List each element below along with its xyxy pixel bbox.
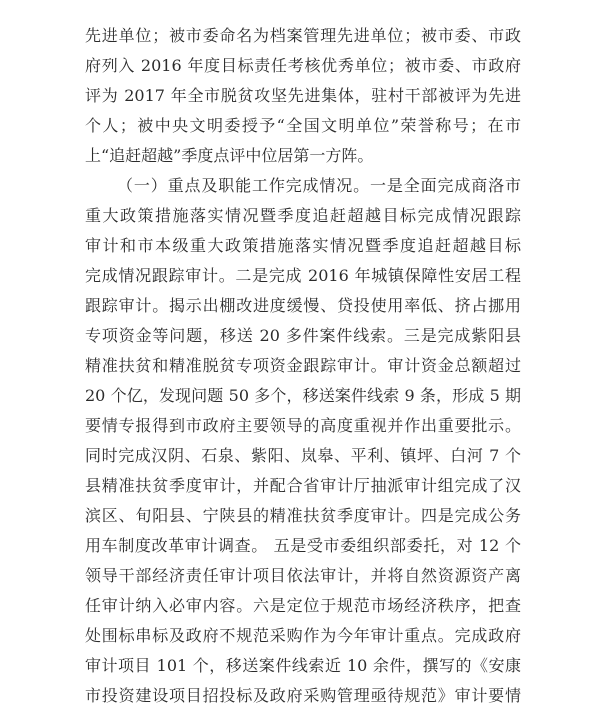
text-line: 同时完成汉阴、石泉、紫阳、岚皋、平利、镇坪、白河 7 个 <box>85 446 521 465</box>
text-line: 先进单位；被市委命名为档案管理先进单位；被市委、市政 <box>85 26 521 45</box>
text-line: 20 个亿，发现问题 50 多个，移送案件线索 9 条，形成 5 期 <box>85 386 521 405</box>
text-line: 跟踪审计。揭示出棚改进度缓慢、贷投使用率低、挤占挪用 <box>85 296 521 315</box>
text-line: 精准扶贫和精准脱贫专项资金跟踪审计。审计资金总额超过 <box>85 356 521 375</box>
text-line: 专项资金等问题，移送 20 多件案件线索。三是完成紫阳县 <box>85 326 521 345</box>
text-line: 重大政策措施落实情况暨季度追赶超越目标完成情况跟踪 <box>85 206 521 225</box>
text-line: 要情专报得到市政府主要领导的高度重视并作出重要批示。 <box>85 416 521 435</box>
text-line: 用车制度改革审计调查。 五是受市委组织部委托，对 12 个 <box>85 536 521 555</box>
text-line: 滨区、旬阳县、宁陕县的精准扶贫季度审计。四是完成公务 <box>85 506 521 525</box>
text-line: 上“追赶超越”季度点评中位居第一方阵。 <box>85 146 374 165</box>
text-line: 个人；被中央文明委授予“全国文明单位”荣誉称号；在市 <box>85 116 521 135</box>
text-line: 任审计纳入必审内容。六是定位于规范市场经济秩序，把查 <box>85 596 521 615</box>
text-line: 审计项目 101 个，移送案件线索近 10 余件，撰写的《安康 <box>85 656 521 675</box>
document-text-block <box>85 21 521 711</box>
text-line: 完成情况跟踪审计。二是完成 2016 年城镇保障性安居工程 <box>85 266 521 285</box>
text-line: 处围标串标及政府不规范采购作为今年审计重点。完成政府 <box>85 626 521 645</box>
text-line: 市投资建设项目招投标及政府采购管理亟待规范》审计要情 <box>85 686 521 705</box>
text-line: 审计和市本级重大政策措施落实情况暨季度追赶超越目标 <box>85 236 521 255</box>
text-line: 府列入 2016 年度目标责任考核优秀单位；被市委、市政府 <box>85 56 521 75</box>
text-line: 领导干部经济责任审计项目依法审计，并将自然资源资产离 <box>85 566 521 585</box>
text-line: 县精准扶贫季度审计，并配合省审计厅抽派审计组完成了汉 <box>85 476 521 495</box>
text-line: （一）重点及职能工作完成情况。一是全面完成商洛市 <box>117 176 521 195</box>
text-line: 评为 2017 年全市脱贫攻坚先进集体，驻村干部被评为先进 <box>85 86 521 105</box>
